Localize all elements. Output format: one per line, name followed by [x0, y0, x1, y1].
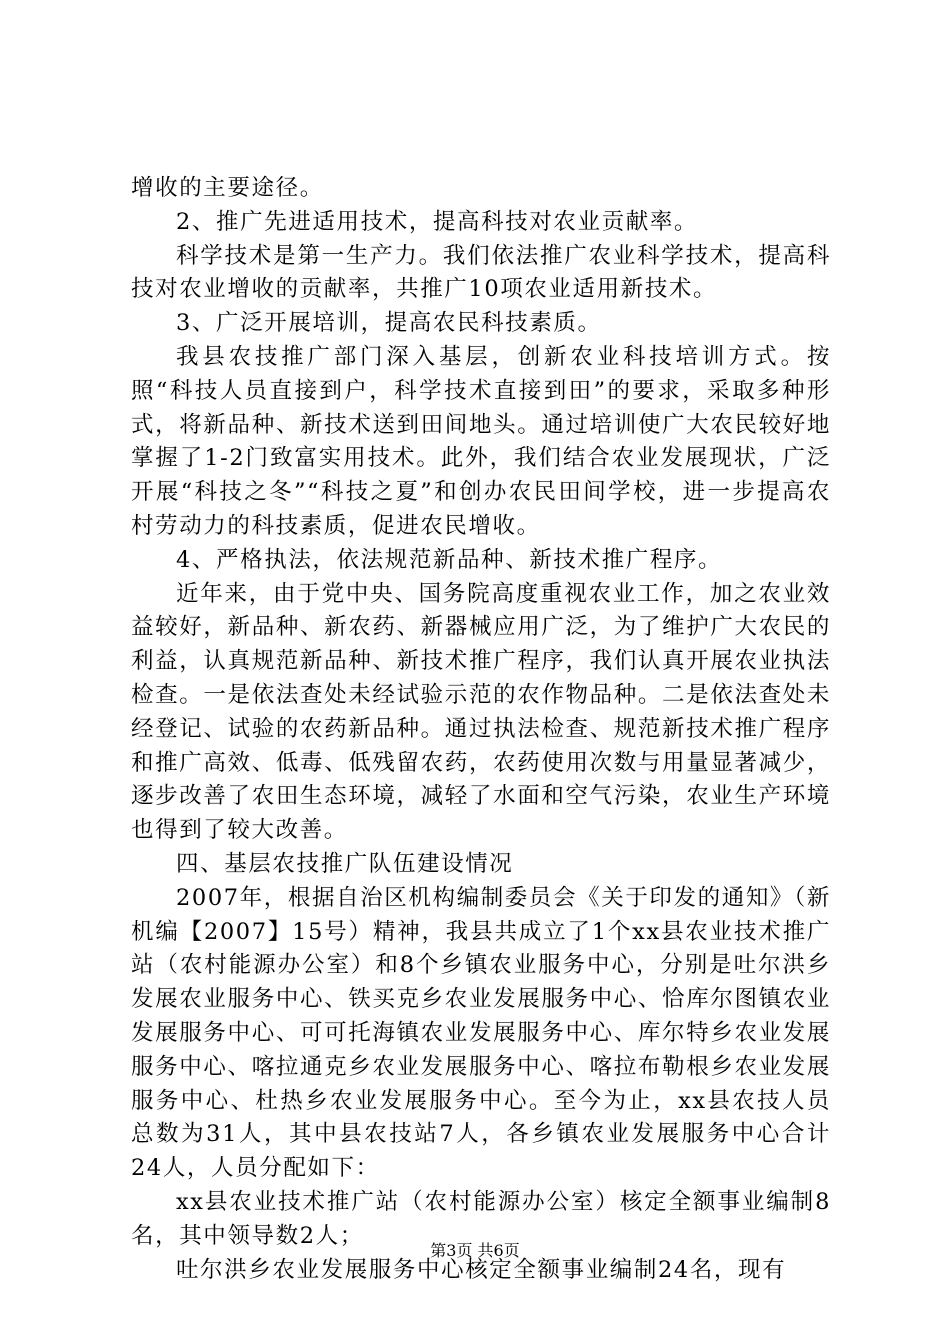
- paragraph-continuation: 增收的主要途径。: [131, 175, 324, 201]
- heading-item-3: 3、广泛开展培训，提高农民科技素质。: [176, 310, 602, 337]
- paragraph-team-building: 2007年，根据自治区机构编制委员会《关于印发的通知》（新机编【2007】15号）精神，我县共成立了1个xx县农业技术推广站（农村能源办公室）和8个乡镇农业服务中心，分别是吐尔洪乡发展农业服务中心、铁买克乡农业发展服务中心、恰库尔图镇农业发展服务中心、可可托海镇农业发展服务中心、库尔特乡农业发展服务中心、喀拉通克乡农业发展服务中心、喀拉布勒根乡农业发展服务中心、杜热乡农业发展服务中心。至今为止，xx县农技人员总数为31人，其中县农技站7人，各乡镇农业发展服务中心合计24人，人员分配如下：: [131, 884, 831, 1182]
- paragraph-township-center: 吐尔洪乡农业发展服务中心核定全额事业编制24名，现有: [176, 1256, 787, 1283]
- paragraph-county-station: xx县农业技术推广站（农村能源办公室）核定全额事业编制8名，其中领导数2人；: [131, 1188, 831, 1249]
- document-body: [131, 172, 831, 1287]
- paragraph-technology: 科学技术是第一生产力。我们依法推广农业科学技术，提高科技对农业增收的贡献率，共推广10项农业适用新技术。: [131, 242, 831, 303]
- page-footer: 第3页 共6页: [430, 1241, 520, 1260]
- section-heading-4: 四、基层农技推广队伍建设情况: [176, 850, 514, 877]
- heading-item-4: 4、严格执法，依法规范新品种、新技术推广程序。: [176, 546, 723, 573]
- paragraph-enforcement: 近年来，由于党中央、国务院高度重视农业工作，加之农业效益较好，新品种、新农药、新器械应用广泛，为了维护广大农民的利益，认真规范新品种、新技术推广程序，我们认真开展农业执法检查。一是依法查处未经试验示范的农作物品种。二是依法查处未经登记、试验的农药新品种。通过执法检查、规范新技术推广程序和推广高效、低毒、低残留农药，农药使用次数与用量显著减少，逐步改善了农田生态环境，减轻了水面和空气污染，农业生产环境也得到了较大改善。: [131, 580, 831, 844]
- paragraph-training: 我县农技推广部门深入基层，创新农业科技培训方式。按照“科技人员直接到户，科学技术直接到田”的要求，采取多种形式，将新品种、新技术送到田间地头。通过培训使广大农民较好地掌握了1-2门致富实用技术。此外，我们结合农业发展现状，广泛开展“科技之冬”“科技之夏”和创办农民田间学校，进一步提高农村劳动力的科技素质，促进农民增收。: [131, 343, 831, 539]
- heading-item-2: 2、推广先进适用技术，提高科技对农业贡献率。: [176, 208, 699, 235]
